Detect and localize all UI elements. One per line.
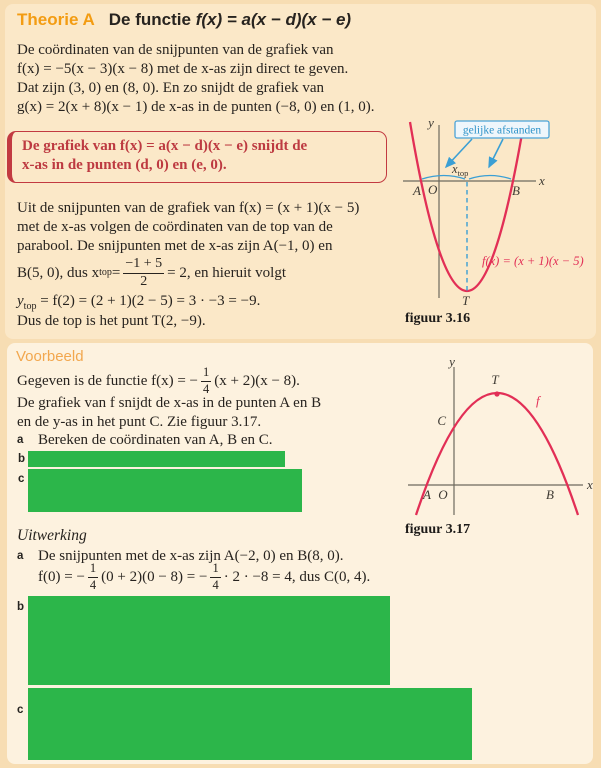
point-c-label: C — [437, 413, 446, 428]
ytop-line — [17, 292, 260, 310]
voorbeeld-line: De grafiek van f snijdt de x-as in de punten A en B — [17, 395, 322, 411]
xtop-label-var: x — [452, 162, 458, 176]
frac-line-pre: B(5, 0), dus x — [17, 264, 100, 281]
fraction-numerator: 1 — [210, 562, 220, 577]
voorbeeld-heading: Voorbeeld — [16, 348, 84, 365]
rule-line: x-as in de punten (d, 0) en (e, 0). — [22, 157, 227, 173]
derivation-conclusion: Dus de top is het punt T(2, −9). — [17, 313, 206, 329]
y-axis-label: y — [428, 115, 434, 130]
point-t-label: T — [462, 293, 470, 308]
fraction-denominator: 4 — [212, 577, 219, 592]
derivation-line: met de x-as volgen de coördinaten van de top van de — [17, 219, 333, 235]
callout-label: gelijke afstanden — [462, 124, 542, 137]
fraction-numerator: −1 + 5 — [123, 257, 164, 274]
solution-post: · 2 · −8 = 4, dus C(0, 4). — [223, 568, 371, 585]
given-pre: Gegeven is de functie f(x) = − — [17, 372, 199, 389]
point-a-label: A — [413, 183, 421, 198]
item-a-text: Bereken de coördinaten van A, B en C. — [38, 432, 273, 448]
voorbeeld-given-line — [17, 365, 300, 396]
intro-line: De coördinaten van de snijpunten van de grafiek van — [17, 42, 334, 58]
figure-3-16 — [400, 115, 601, 310]
intro-line: f(x) = −5(x − 3)(x − 8) met de x-as zijn direct te geven. — [17, 61, 349, 77]
vertex-point — [494, 391, 499, 396]
derivation-line: parabool. De snijpunten met de x-as zijn A(−1, 0) en — [17, 238, 333, 254]
title-prefix: De functie — [108, 10, 196, 29]
fraction — [123, 257, 164, 289]
fraction-denominator: 2 — [140, 273, 148, 289]
intro-line: Dat zijn (3, 0) en (8, 0). En zo snijdt de grafiek van — [17, 80, 324, 96]
rule-line: De grafiek van f(x) = a(x − d)(x − e) snijdt de — [22, 138, 308, 154]
origin-label: O — [438, 487, 448, 502]
figure-3-16-caption: figuur 3.16 — [405, 311, 471, 326]
figure-3-17 — [400, 355, 601, 523]
fraction-denominator: 4 — [203, 381, 210, 396]
ytop-var: y — [17, 293, 24, 309]
point-a-label: A — [423, 487, 431, 502]
item-b-label: b — [18, 453, 26, 465]
figure-3-17-caption: figuur 3.17 — [405, 522, 471, 537]
page-title — [17, 11, 351, 29]
point-b-label: B — [512, 183, 520, 198]
solution-a-line2 — [38, 563, 370, 591]
point-b-label: B — [546, 487, 554, 502]
item-a-label: a — [17, 434, 24, 446]
x-axis-label: x — [539, 173, 545, 188]
equal-distance-brace-right — [469, 176, 511, 180]
curve-label: f — [536, 393, 540, 408]
redaction-box-question-c — [28, 469, 302, 512]
xtop-label — [451, 162, 468, 178]
curve-equation-label: f(x) = (x + 1)(x − 5) — [482, 254, 584, 268]
fraction — [201, 366, 211, 395]
callout-arrow-left — [446, 139, 472, 167]
fraction-denominator: 4 — [89, 577, 97, 592]
given-post: (x + 2)(x − 8). — [214, 372, 300, 389]
solution-pre: f(0) = − — [38, 568, 85, 585]
ytop-rest: = f(2) = (2 + 1)(2 − 5) = 3 · −3 = −9. — [36, 293, 261, 309]
redaction-box-question-b — [28, 451, 285, 467]
solution-c-label: c — [17, 704, 24, 716]
redaction-box-solution-c — [28, 688, 472, 760]
rule-box — [7, 131, 387, 183]
solution-mid: (0 + 2)(0 − 8) = − — [101, 568, 208, 585]
solution-a-line1: De snijpunten met de x-as zijn A(−2, 0) en B(8, 0). — [38, 548, 344, 564]
title-formula: f(x) = a(x − d)(x − e) — [195, 10, 352, 29]
fraction — [210, 562, 220, 591]
origin-label: O — [428, 182, 438, 197]
solution-b-label: b — [17, 601, 25, 613]
derivation-line: Uit de snijpunten van de grafiek van f(x) = (x + 1)(x − 5) — [17, 200, 360, 216]
uitwerking-heading: Uitwerking — [17, 527, 87, 544]
ytop-subscript: top — [23, 301, 37, 312]
frac-line-post: = 2, en hieruit volgt — [167, 264, 286, 281]
x-axis-label: x — [587, 477, 593, 492]
solution-a-label: a — [17, 550, 24, 562]
fraction-numerator: 1 — [201, 366, 211, 381]
item-c-label: c — [18, 473, 25, 485]
fraction — [88, 562, 98, 591]
redaction-box-solution-b — [28, 596, 390, 685]
voorbeeld-line: en de y-as in het punt C. Zie figuur 3.17. — [17, 414, 262, 430]
point-t-label: T — [491, 372, 499, 387]
intro-line: g(x) = 2(x + 8)(x − 1) de x-as in de punten (−8, 0) en (1, 0). — [17, 99, 375, 115]
fraction-numerator: 1 — [88, 562, 98, 577]
xtop-label-sub: top — [457, 168, 469, 178]
frac-line-eq: = — [111, 264, 121, 281]
callout-arrow-right — [489, 139, 503, 167]
section-kicker: Theorie A — [17, 10, 95, 29]
y-axis-label: y — [449, 354, 455, 369]
derivation-fraction-line: B(5, 0), dus x top = $\frac{-1 + 5}{2}$ = 2, en hieruit volgt — [17, 255, 286, 289]
